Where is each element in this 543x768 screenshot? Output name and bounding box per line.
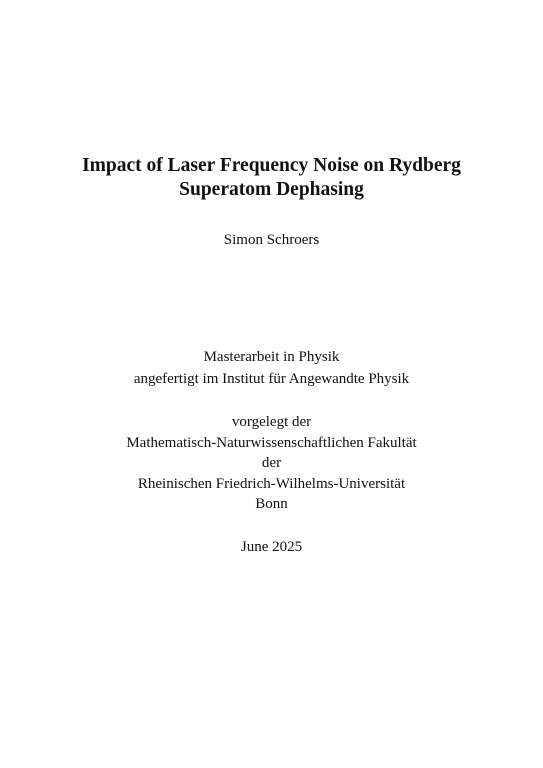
thesis-title-line-2: Superatom Dephasing: [179, 179, 364, 200]
thesis-title-line-1: Impact of Laser Frequency Noise on Rydberg: [82, 155, 461, 176]
thesis-type: Masterarbeit in Physik: [203, 349, 340, 365]
author-name: Simon Schroers: [223, 232, 320, 248]
submission-line-3: der: [261, 455, 282, 471]
submission-date: June 2025: [240, 539, 303, 555]
submission-line-1: vorgelegt der: [231, 414, 312, 430]
submission-line-2: Mathematisch-Naturwissenschaftlichen Fakultät: [126, 435, 417, 451]
thesis-institute: angefertigt im Institut für Angewandte Physik: [133, 371, 410, 387]
submission-line-4: Rheinischen Friedrich-Wilhelms-Universität: [137, 476, 406, 492]
submission-line-5: Bonn: [255, 496, 288, 512]
